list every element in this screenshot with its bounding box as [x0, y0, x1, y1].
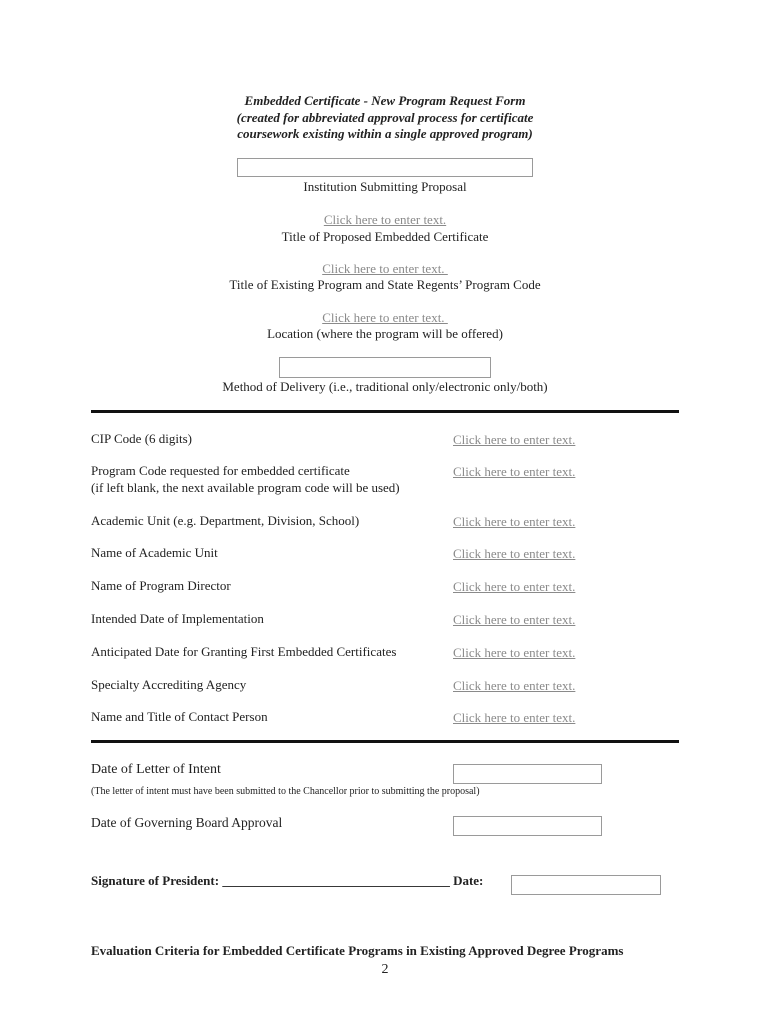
row-input-academic-unit[interactable]: Click here to enter text. [453, 514, 576, 529]
row-input-accrediting-agency[interactable]: Click here to enter text. [453, 678, 576, 693]
page-number: 2 [381, 962, 389, 977]
signature-line: Signature of President: ___________________________________ Date: [91, 873, 484, 888]
row-input-cip[interactable]: Click here to enter text. [453, 432, 576, 447]
row-label-academic-unit: Academic Unit (e.g. Department, Division, School) [91, 513, 360, 528]
existing-program-input[interactable]: Click here to enter text. [322, 261, 448, 276]
board-approval-label: Date of Governing Board Approval [91, 815, 283, 830]
section-divider-bottom [91, 740, 679, 743]
form-title [0, 93, 770, 143]
institution-input[interactable] [237, 158, 533, 177]
row-input-implementation-date[interactable]: Click here to enter text. [453, 612, 576, 627]
row-label-cip: CIP Code (6 digits) [91, 431, 192, 446]
evaluation-criteria-heading: Evaluation Criteria for Embedded Certificate Programs in Existing Approved Degree Programs [91, 943, 624, 958]
row-input-director[interactable]: Click here to enter text. [453, 579, 576, 594]
row-label-contact-person: Name and Title of Contact Person [91, 709, 268, 724]
proposed-title-input[interactable]: Click here to enter text. [323, 212, 447, 227]
letter-of-intent-note: (The letter of intent must have been submitted to the Chancellor prior to submitting the proposal) [91, 786, 480, 797]
row-label-director: Name of Program Director [91, 578, 231, 593]
existing-program-label: Title of Existing Program and State Regents’ Program Code [229, 277, 541, 292]
location-input[interactable]: Click here to enter text. [322, 310, 448, 325]
board-approval-date-input[interactable] [453, 816, 602, 836]
form-title-line-1: Embedded Certificate - New Program Request Form [244, 93, 526, 108]
letter-of-intent-date-input[interactable] [453, 764, 602, 784]
row-label-accrediting-agency: Specialty Accrediting Agency [91, 677, 247, 692]
signature-date-input[interactable] [511, 875, 661, 895]
row-input-contact-person[interactable]: Click here to enter text. [453, 710, 576, 725]
letter-of-intent-label: Date of Letter of Intent [91, 762, 221, 777]
row-input-program-code[interactable]: Click here to enter text. [453, 464, 576, 479]
proposed-title-label: Title of Proposed Embedded Certificate [281, 229, 489, 244]
row-label-implementation-date: Intended Date of Implementation [91, 611, 264, 626]
row-label-first-certificates-date: Anticipated Date for Granting First Embedded Certificates [91, 644, 397, 659]
row-input-unit-name[interactable]: Click here to enter text. [453, 546, 576, 561]
institution-label: Institution Submitting Proposal [303, 179, 467, 194]
row-label-program-code-main: Program Code requested for embedded certificate [91, 463, 350, 478]
row-label-program-code [91, 463, 400, 496]
delivery-label: Method of Delivery (i.e., traditional only/electronic only/both) [222, 379, 548, 394]
row-label-unit-name: Name of Academic Unit [91, 545, 218, 560]
row-label-program-code-note: (if left blank, the next available program code will be used) [91, 479, 400, 495]
form-title-line-3: coursework existing within a single approved program) [237, 126, 533, 141]
row-input-first-certificates-date[interactable]: Click here to enter text. [453, 645, 576, 660]
delivery-input[interactable] [279, 357, 491, 378]
location-label: Location (where the program will be offered) [267, 326, 503, 341]
section-divider-top [91, 410, 679, 413]
form-title-line-2: (created for abbreviated approval process for certificate [236, 109, 534, 125]
